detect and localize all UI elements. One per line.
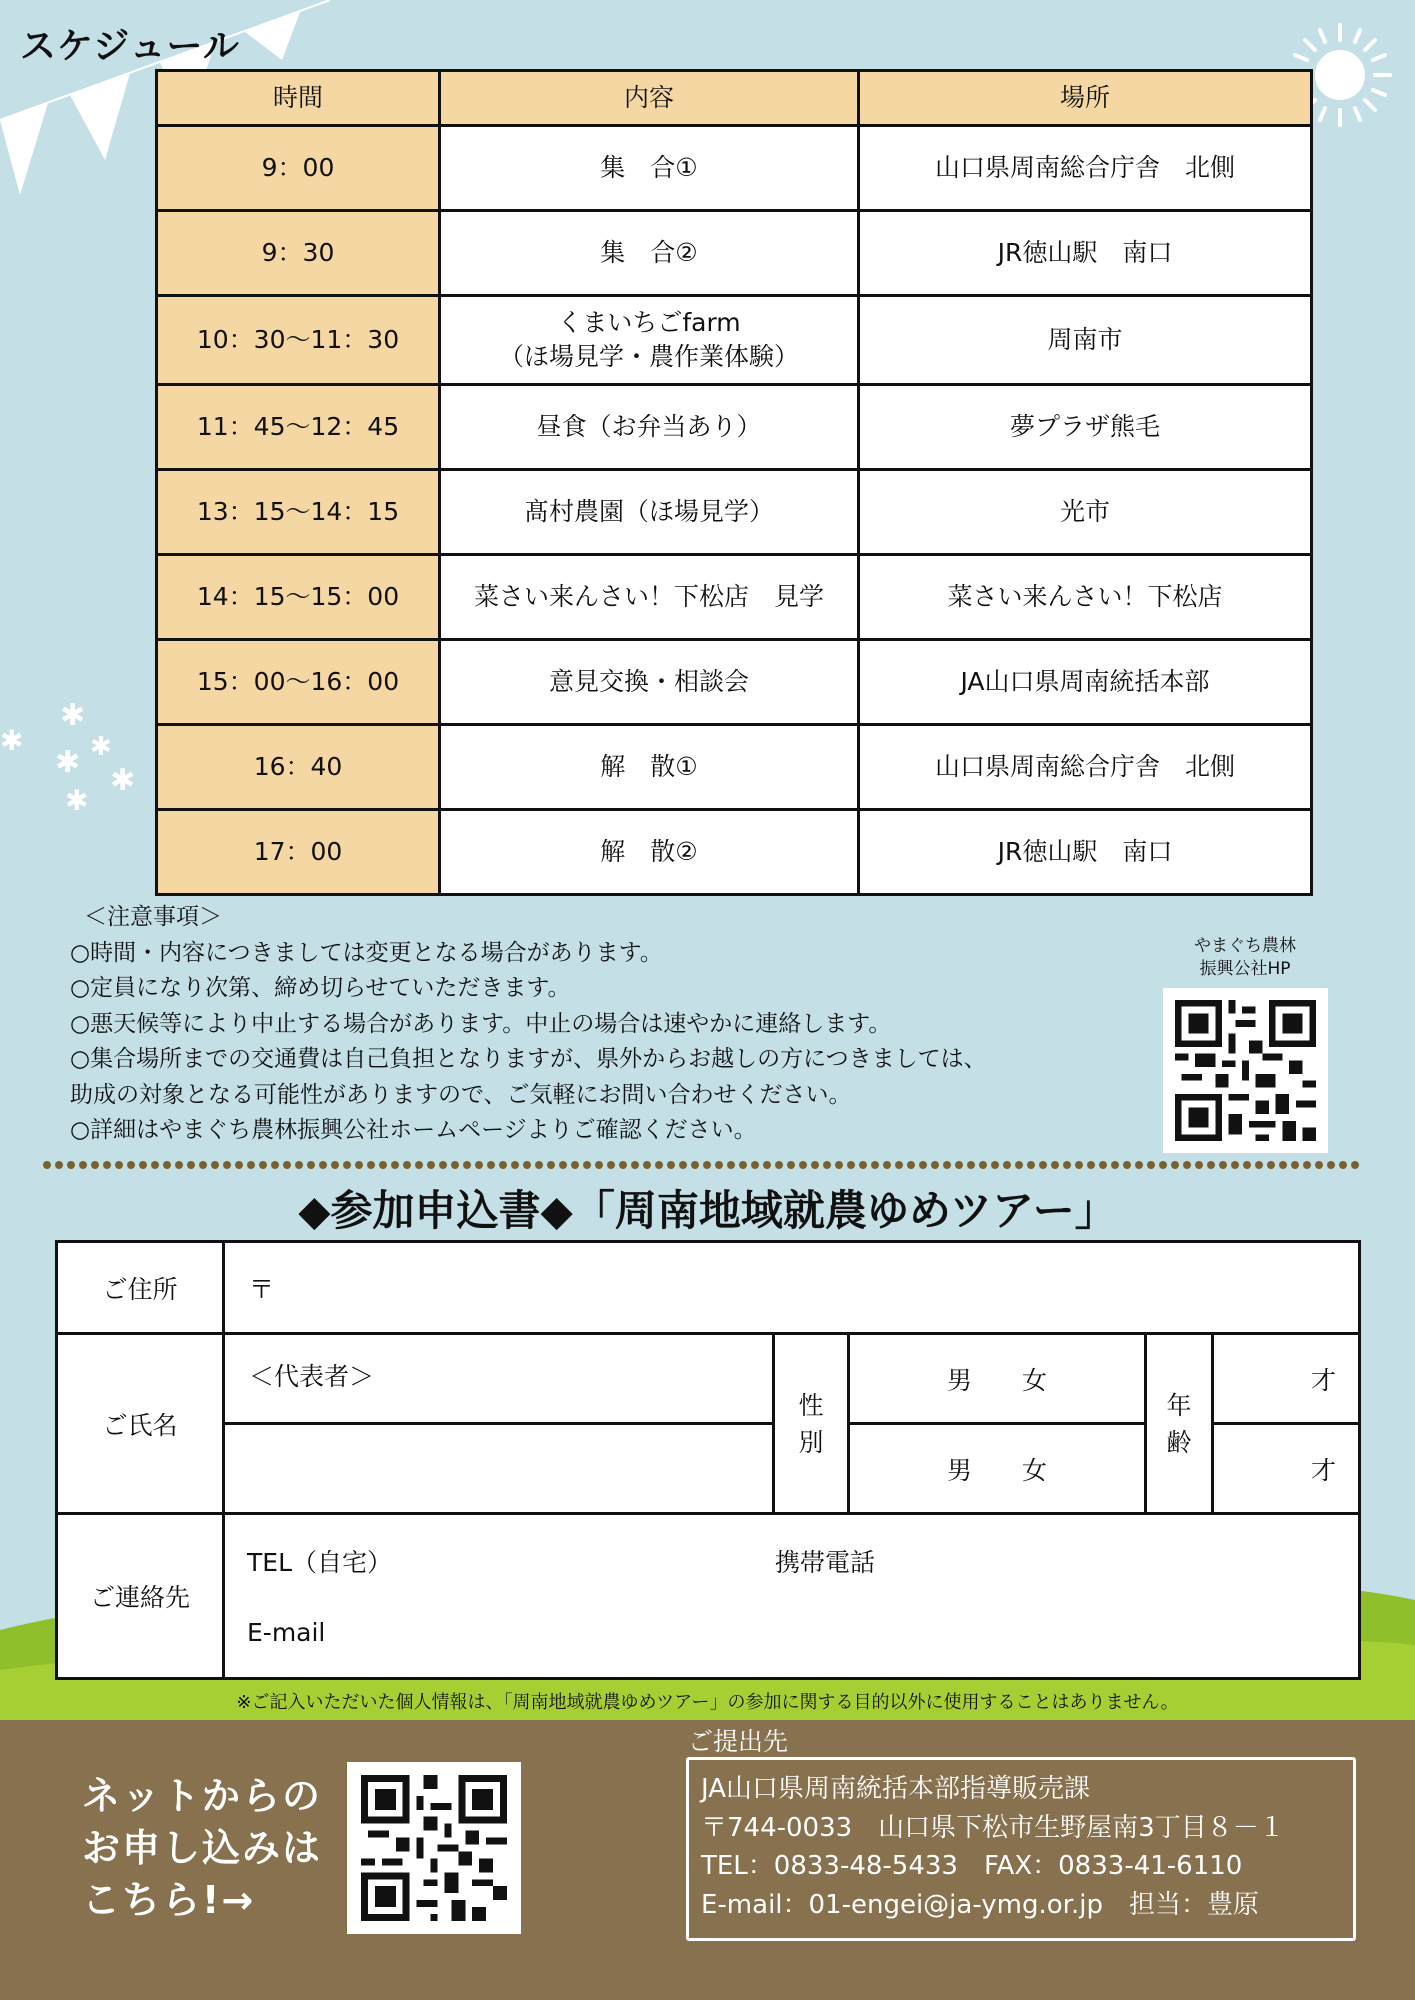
- time-cell: 15：00～16：00: [157, 640, 440, 725]
- table-row: [157, 126, 1312, 211]
- age-field[interactable]: 才: [1213, 1424, 1360, 1514]
- place-cell: 山口県周南総合庁舎 北側: [859, 126, 1312, 211]
- application-form: [55, 1240, 1361, 1680]
- note-item: ○定員になり次第、締め切らせていただきます。: [70, 975, 571, 1001]
- online-apply-line: こちら!→: [82, 1878, 256, 1922]
- content-cell: くまいちごfarm （ほ場見学・農作業体験）: [440, 296, 859, 385]
- contact-label: ご連絡先: [57, 1514, 224, 1679]
- address-row: [57, 1242, 1360, 1334]
- note-item: ○集合場所までの交通費は自己負担となりますが、県外からお越しの方につきましては、: [70, 1046, 987, 1072]
- time-cell: 11：45～12：45: [157, 385, 440, 470]
- mobile-label: 携帯電話: [775, 1548, 876, 1577]
- name-field[interactable]: [224, 1424, 774, 1514]
- header-content: 内容: [440, 71, 859, 126]
- note-item: 助成の対象となる可能性がありますので、ご気軽にお問い合わせください。: [70, 1081, 852, 1108]
- content-cell: 解 散①: [440, 725, 859, 810]
- qr-code-icon: [361, 1775, 507, 1921]
- schedule-title: スケジュール: [20, 26, 240, 67]
- gender-label: 性 別: [774, 1334, 849, 1514]
- content-cell: 髙村農園（ほ場見学）: [440, 470, 859, 555]
- qr-hp-label-line: やまぐち農林: [1194, 936, 1296, 956]
- gender-field[interactable]: 男 女: [849, 1424, 1146, 1514]
- qr-code-hp[interactable]: [1163, 988, 1328, 1153]
- time-cell: 9：30: [157, 211, 440, 296]
- contact-field[interactable]: [224, 1514, 1360, 1679]
- gender-field[interactable]: 男 女: [849, 1334, 1146, 1424]
- place-cell: 菜さい来んさい！下松店: [859, 555, 1312, 640]
- form-title: ◆参加申込書◆「周南地域就農ゆめツアー」: [298, 1186, 1117, 1235]
- content-cell: 集 合②: [440, 211, 859, 296]
- time-cell: 17：00: [157, 810, 440, 895]
- place-cell: 山口県周南総合庁舎 北側: [859, 725, 1312, 810]
- dotted-divider: [42, 1160, 1362, 1170]
- table-row: [157, 296, 1312, 385]
- name-label: ご氏名: [57, 1334, 224, 1514]
- svg-text:✱: ✱: [90, 732, 112, 762]
- age-field[interactable]: 才: [1213, 1334, 1360, 1424]
- table-row: [157, 640, 1312, 725]
- table-row: [157, 211, 1312, 296]
- svg-text:✱: ✱: [55, 745, 81, 780]
- schedule-table: [155, 69, 1313, 896]
- table-row: [157, 470, 1312, 555]
- content-cell: 昼食（お弁当あり）: [440, 385, 859, 470]
- note-item: ○詳細はやまぐち農林振興公社ホームページよりご確認ください。: [70, 1117, 757, 1143]
- qr-code-apply[interactable]: [347, 1762, 521, 1934]
- contact-row: [57, 1514, 1360, 1679]
- svg-text:✱: ✱: [0, 724, 24, 757]
- note-item: ○時間・内容につきましては変更となる場合があります。: [70, 939, 663, 966]
- place-cell: JA山口県周南統括本部: [859, 640, 1312, 725]
- submit-line: E-mail：01-engei@ja-ymg.or.jp 担当：豊原: [701, 1889, 1259, 1920]
- header-time: 時間: [157, 71, 440, 126]
- svg-text:✱: ✱: [110, 763, 136, 798]
- submit-line: JA山口県周南統括本部指導販売課: [701, 1774, 1090, 1804]
- online-apply-text: [82, 1770, 322, 1926]
- time-cell: 13：15～14：15: [157, 470, 440, 555]
- time-cell: 16：40: [157, 725, 440, 810]
- qr-hp-label-line: 振興公社HP: [1199, 959, 1291, 979]
- place-cell: 周南市: [859, 296, 1312, 385]
- content-cell: 菜さい来んさい！下松店 見学: [440, 555, 859, 640]
- time-cell: 14：15～15：00: [157, 555, 440, 640]
- qr-code-icon: [1175, 1000, 1316, 1141]
- place-cell: JR徳山駅 南口: [859, 211, 1312, 296]
- online-apply-line: お申し込みは: [82, 1826, 323, 1870]
- place-cell: 光市: [859, 470, 1312, 555]
- content-cell: 解 散②: [440, 810, 859, 895]
- qr-hp-label: [1170, 935, 1320, 981]
- email-label: E-mail: [247, 1618, 326, 1647]
- table-row: [157, 555, 1312, 640]
- submit-address-box: [686, 1757, 1356, 1941]
- time-cell: 10：30～11：30: [157, 296, 440, 385]
- table-row: [157, 385, 1312, 470]
- place-cell: JR徳山駅 南口: [859, 810, 1312, 895]
- address-field[interactable]: 〒: [224, 1242, 1360, 1334]
- note-item: ○悪天候等により中止する場合があります。中止の場合は速やかに連絡します。: [70, 1010, 892, 1037]
- privacy-note: ※ご記入いただいた個人情報は、「周南地域就農ゆめツアー」の参加に関する目的以外に使用することはありません。: [236, 1692, 1179, 1713]
- table-row: [157, 810, 1312, 895]
- submit-line: TEL：0833-48-5433 FAX：0833-41-6110: [701, 1851, 1243, 1881]
- tel-home-label: TEL（自宅）: [247, 1548, 392, 1577]
- address-label: ご住所: [57, 1242, 224, 1334]
- header-place: 場所: [859, 71, 1312, 126]
- svg-text:✱: ✱: [65, 784, 89, 817]
- age-label: 年 齢: [1146, 1334, 1213, 1514]
- submit-to-label: ご提出先: [688, 1727, 789, 1756]
- svg-text:✱: ✱: [60, 698, 86, 733]
- flower-decoration: [0, 690, 160, 820]
- name-row: [57, 1334, 1360, 1424]
- online-apply-line: ネットからの: [82, 1774, 323, 1818]
- notes-title: ＜注意事項＞: [84, 904, 222, 930]
- table-row: [157, 725, 1312, 810]
- name-field-representative[interactable]: ＜代表者＞: [224, 1334, 774, 1424]
- content-cell: 集 合①: [440, 126, 859, 211]
- place-cell: 夢プラザ熊毛: [859, 385, 1312, 470]
- notes-section: [70, 900, 1150, 1149]
- content-cell: 意見交換・相談会: [440, 640, 859, 725]
- schedule-header-row: [157, 71, 1312, 126]
- time-cell: 9：00: [157, 126, 440, 211]
- submit-line: 〒744-0033 山口県下松市生野屋南3丁目８－１: [701, 1812, 1285, 1843]
